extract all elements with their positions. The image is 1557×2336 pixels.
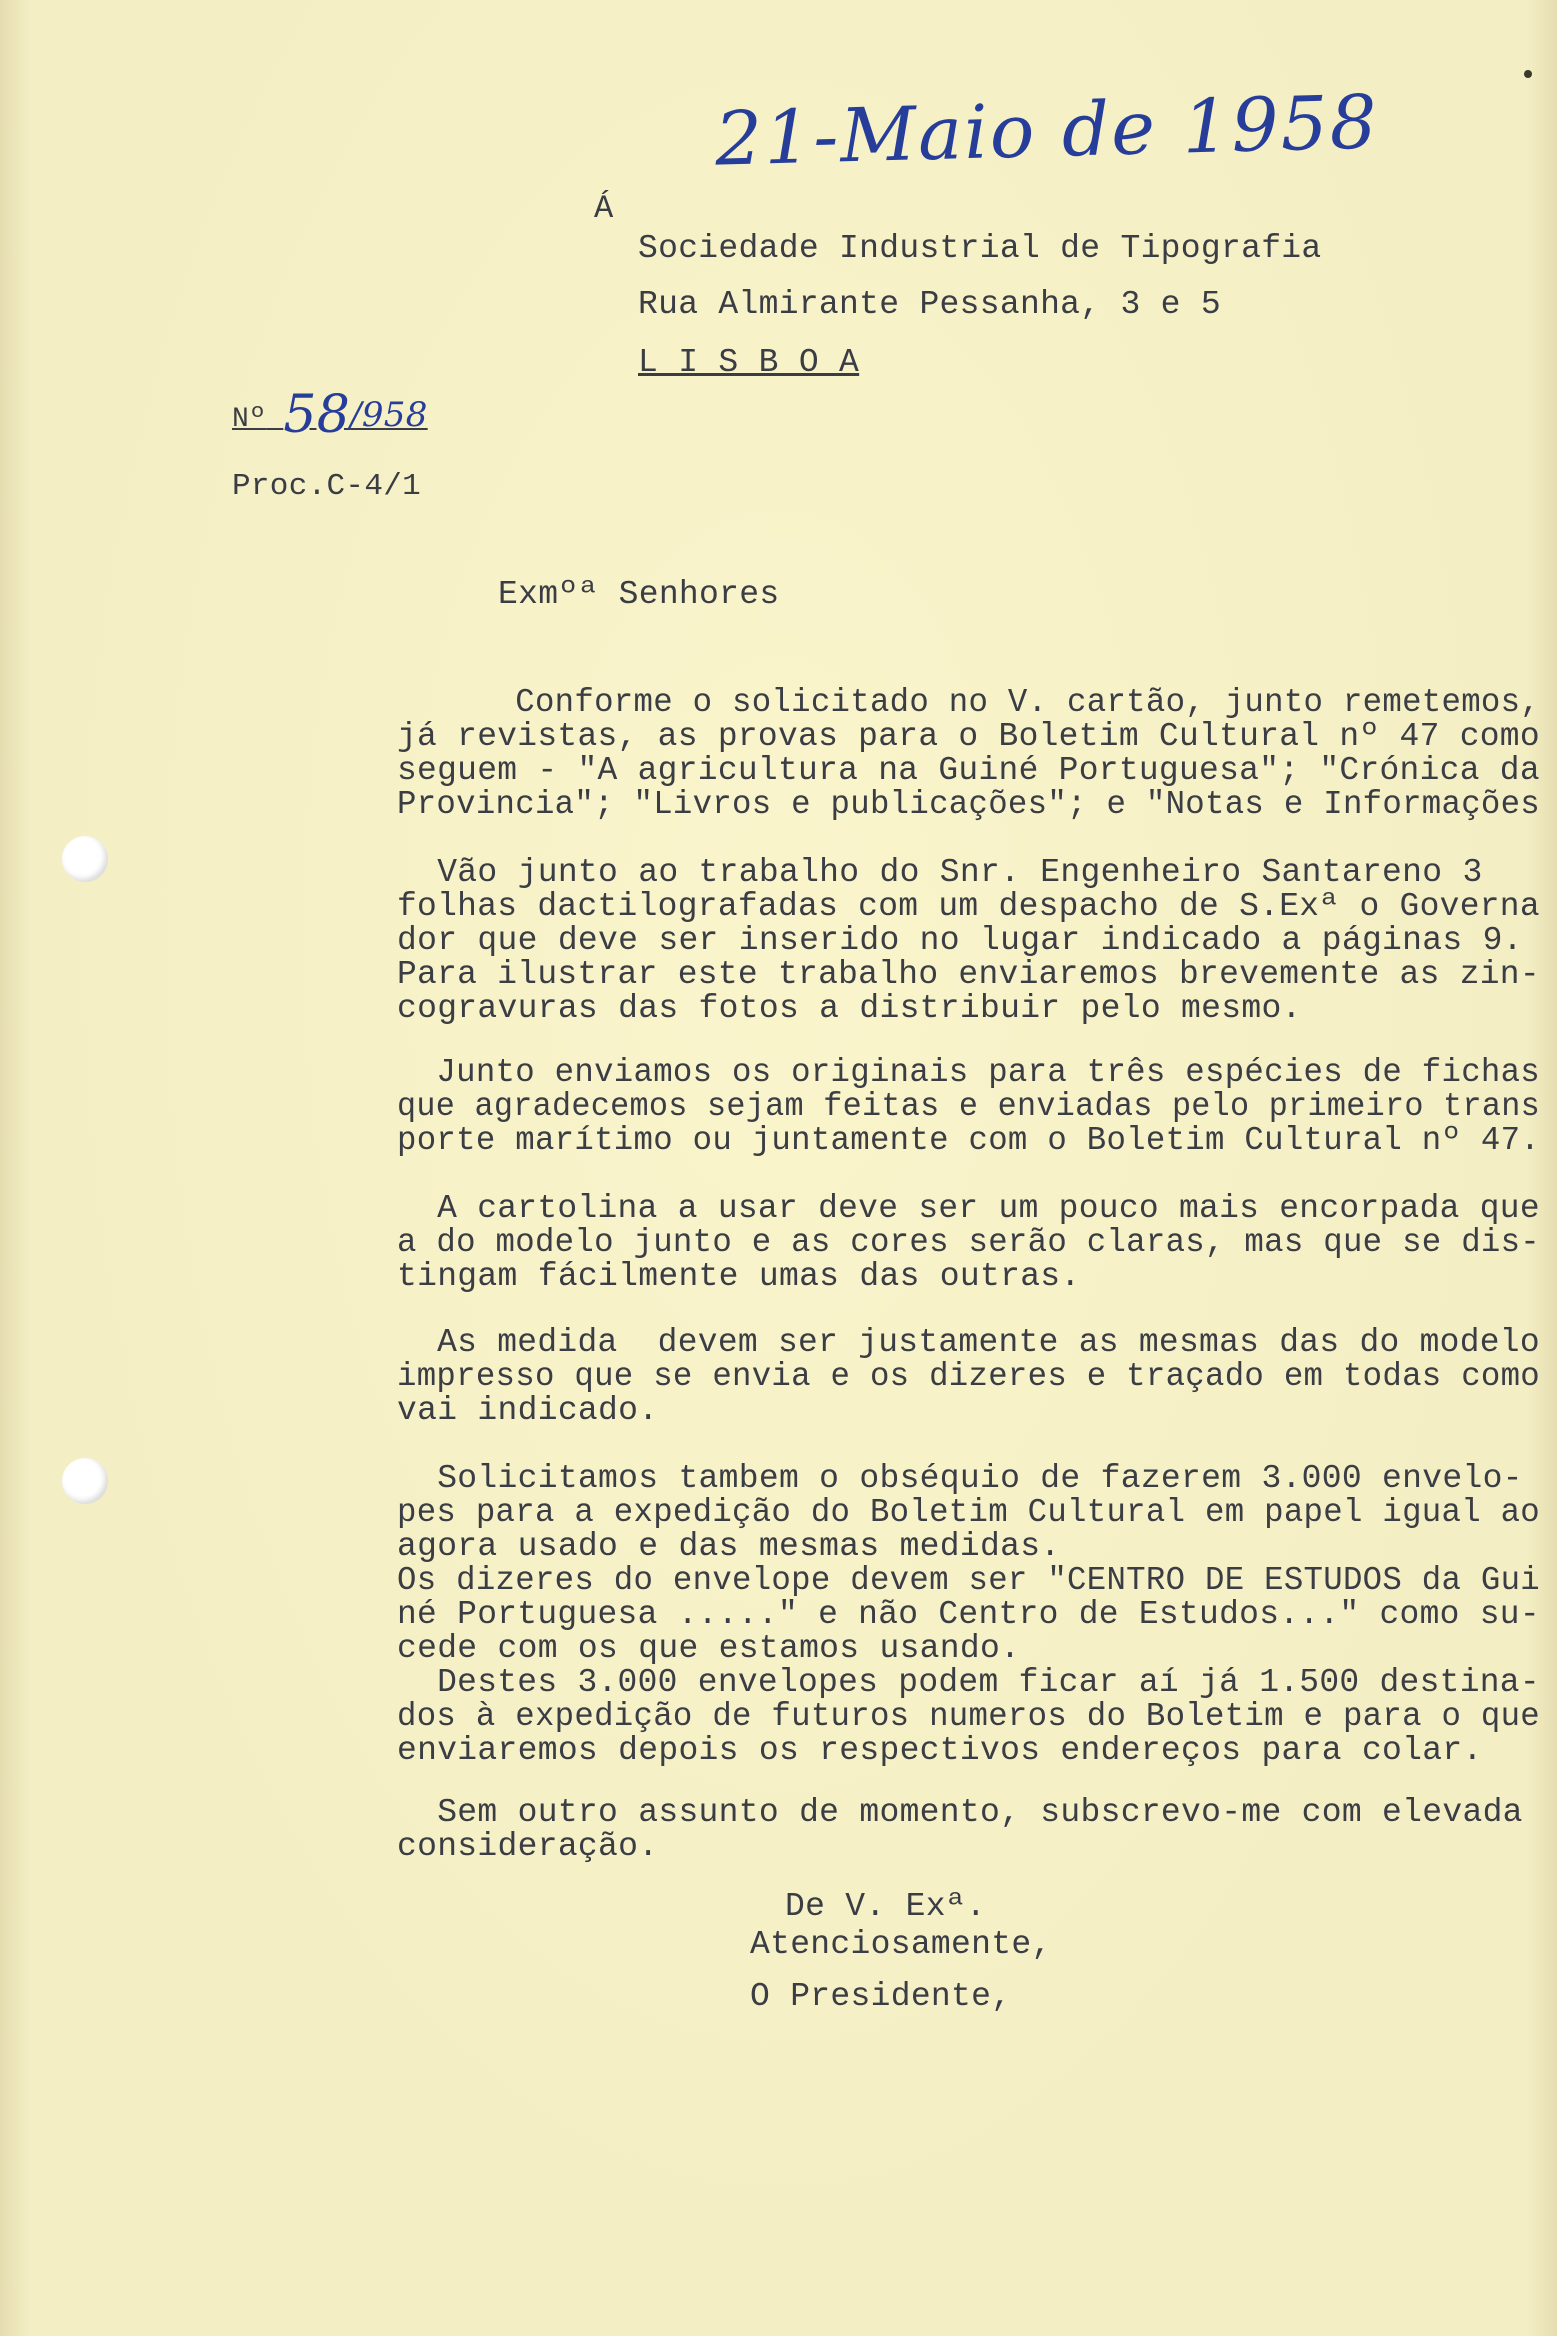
reference-year: /958 xyxy=(350,395,428,435)
body-line: Vão junto ao trabalho do Snr. Engenheiro Santareno 3 xyxy=(397,854,1483,891)
body-line: enviaremos depois os respectivos endereços para colar. xyxy=(397,1732,1483,1769)
body-line: que agradecemos sejam feitas e enviadas pelo primeiro trans xyxy=(397,1088,1541,1125)
body-line: Sem outro assunto de momento, subscrevo-me com elevada xyxy=(397,1794,1523,1831)
addressee-city: L I S B O A xyxy=(638,344,860,381)
body-line: Destes 3.000 envelopes podem ficar aí já 1.500 destina- xyxy=(397,1664,1540,1701)
body-line: dor que deve ser inserido no lugar indicado a páginas 9. xyxy=(397,922,1523,959)
addressee-street: Rua Almirante Pessanha, 3 e 5 xyxy=(638,286,1221,323)
reference-number xyxy=(232,385,428,445)
body-line: já revistas, as provas para o Boletim Cultural nº 47 como xyxy=(397,718,1540,755)
body-line: a do modelo junto e as cores serão claras, mas que se dis- xyxy=(397,1224,1541,1261)
salutation: Exmºª Senhores xyxy=(498,576,780,613)
body-line: dos à expedição de futuros numeros do Boletim e para o que xyxy=(397,1698,1541,1735)
body-line: Conforme o solicitado no V. cartão, junto remetemos, xyxy=(397,684,1541,721)
body-line: consideração. xyxy=(397,1828,659,1865)
body-line: Provincia"; "Livros e publicações"; e "Notas e Informações xyxy=(397,786,1541,823)
punch-hole-top xyxy=(62,836,108,882)
addressee-name: Sociedade Industrial de Tipografia xyxy=(638,230,1322,267)
body-line: As medida devem ser justamente as mesmas das do modelo xyxy=(397,1324,1540,1361)
punch-hole-bottom xyxy=(62,1458,108,1504)
body-line: porte marítimo ou juntamente com o Boletim Cultural nº 47. xyxy=(397,1122,1541,1159)
closing-line-2: Atenciosamente, xyxy=(750,1926,1052,1963)
body-line: cede com os que estamos usando. xyxy=(397,1630,1021,1667)
body-line: folhas dactilografadas com um despacho de S.Exª o Governa xyxy=(397,888,1540,925)
body-line: tingam fácilmente umas das outras. xyxy=(397,1258,1081,1295)
body-line: seguem - "A agricultura na Guiné Portuguesa"; "Crónica da xyxy=(397,752,1540,789)
body-line: né Portuguesa ....." e não Centro de Estudos..." como su- xyxy=(397,1596,1540,1633)
closing-line-1: De V. Exª. xyxy=(785,1888,987,1925)
reference-label: Nº xyxy=(232,404,267,435)
body-line: vai indicado. xyxy=(397,1392,659,1429)
body-line: Junto enviamos os originais para três espécies de fichas xyxy=(397,1054,1541,1091)
body-line: impresso que se envia e os dizeres e traçado em todas como xyxy=(397,1358,1541,1395)
handwritten-date: 21-Maio de 1958 xyxy=(713,79,1380,183)
closing-line-3: O Presidente, xyxy=(750,1978,1012,2015)
body-line: Para ilustrar este trabalho enviaremos brevemente as zin- xyxy=(397,956,1540,993)
process-reference: Proc.C-4/1 xyxy=(232,469,422,504)
addressee-prefix: Á xyxy=(594,190,614,227)
body-line: Os dizeres do envelope devem ser "CENTRO DE ESTUDOS da Gui xyxy=(397,1562,1541,1599)
body-line: agora usado e das mesmas medidas. xyxy=(397,1528,1061,1565)
reference-handwritten-number: 58 xyxy=(283,385,351,445)
body-line: Solicitamos tambem o obséquio de fazerem 3.000 envelo- xyxy=(397,1460,1523,1497)
body-line: A cartolina a usar deve ser um pouco mais encorpada que xyxy=(397,1190,1540,1227)
body-line: pes para a expedição do Boletim Cultural em papel igual ao xyxy=(397,1494,1541,1531)
paper-speck xyxy=(1524,70,1532,78)
body-line: cogravuras das fotos a distribuir pelo mesmo. xyxy=(397,990,1302,1027)
